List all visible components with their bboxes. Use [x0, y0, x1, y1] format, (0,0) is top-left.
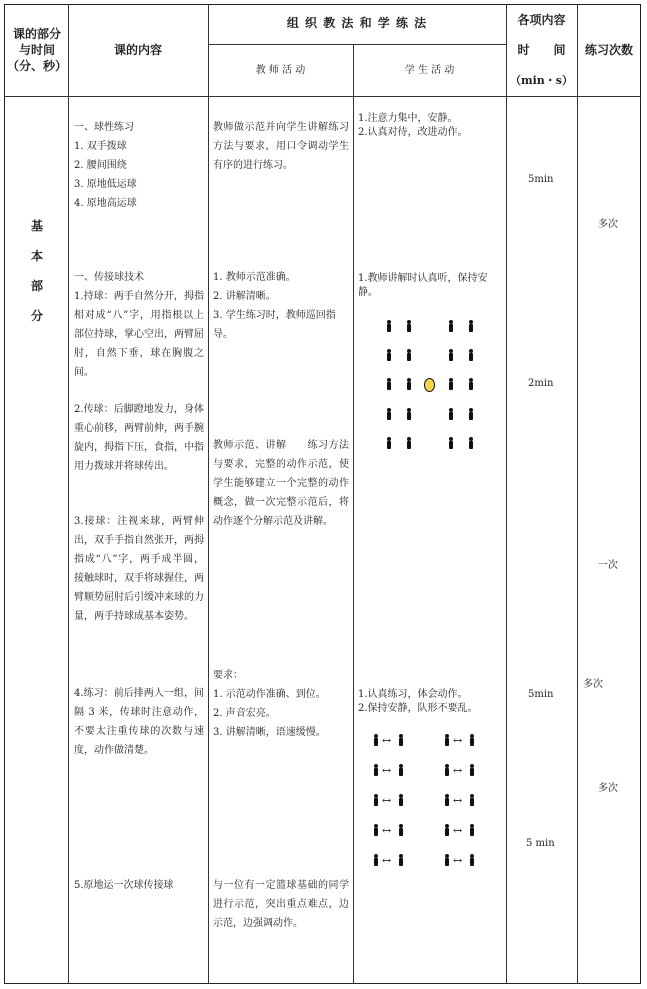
header-content: 课的内容	[113, 43, 162, 57]
practice-count-value: 多次	[583, 679, 603, 690]
student-activity-3: 1.认真练习，体会动作。 2.保持安静，队形不要乱。	[358, 689, 478, 714]
time-value: 5min	[528, 174, 554, 185]
teacher-figure-icon	[424, 378, 435, 392]
pass-arrow-icon: ↔	[453, 764, 463, 777]
practice-count-value: 多次	[598, 783, 618, 794]
col-divider-5	[577, 4, 578, 984]
pass-arrow-icon: ↔	[382, 794, 392, 807]
pass-arrow-icon: ↔	[453, 734, 463, 747]
student-figure-icon	[444, 854, 450, 868]
time-value: 5min	[528, 689, 554, 700]
col-divider-4	[506, 4, 507, 984]
student-figure-icon	[469, 764, 475, 778]
pass-arrow-icon: ↔	[453, 794, 463, 807]
pass-arrow-icon: ↔	[382, 764, 392, 777]
pass-arrow-icon: ↔	[453, 854, 463, 867]
student-figure-icon	[448, 437, 454, 451]
student-figure-icon	[398, 764, 404, 778]
student-figure-icon	[398, 824, 404, 838]
header-part-time: 课的部分 与时间 （分、秒）	[6, 27, 67, 73]
student-figure-icon	[398, 794, 404, 808]
section-label-char: 本	[30, 249, 43, 263]
pass-arrow-icon: ↔	[382, 854, 392, 867]
content-catch: 3.接球：注视来球，两臂伸出，双手手指自然张开，两拇指成“八”字，两手成半圆，接触球时，双手将球握住，两臂顺势屈肘后引缓冲来球的力量，两手持球成基本姿势。	[74, 516, 204, 622]
content-passing-hold: 一、传接球技术 1.持球：两手自然分开，拇指相对成“八”字，用指根以上部位持球，掌心空出，两臂屈肘，自然下垂，球在胸腹之间。	[74, 272, 204, 378]
student-figure-icon	[373, 794, 379, 808]
student-figure-icon	[386, 408, 392, 422]
student-figure-icon	[373, 824, 379, 838]
teacher-activity-5: 与一位有一定篮球基础的同学进行示范，突出重点难点，边示范，边强调动作。	[213, 880, 349, 929]
content-ball-feel: 一、球性练习 1. 双手拨球 2. 腰间围绕 3. 原地低运球 4. 原地高运球	[74, 122, 137, 209]
student-figure-icon	[468, 408, 474, 422]
student-figure-icon	[398, 734, 404, 748]
pass-arrow-icon: ↔	[382, 824, 392, 837]
header-bottom-divider	[4, 96, 641, 97]
student-figure-icon	[444, 824, 450, 838]
student-figure-icon	[386, 320, 392, 334]
header-sub-divider	[208, 44, 506, 45]
col-divider-2	[208, 4, 209, 984]
content-pass: 2.传球：后脚蹬地发力，身体重心前移，两臂前伸，两手腕旋内，拇指下压，食指，中指用力拨球并将球传出。	[74, 404, 204, 472]
teacher-activity-2: 1. 教师示范准确。 2. 讲解清晰。 3. 学生练习时，教师巡回指导。	[213, 272, 336, 340]
header-time-unit: （min・s）	[509, 74, 573, 87]
student-figure-icon	[468, 378, 474, 392]
content-practice: 4.练习：前后排两人一组，间隔 3 米，传球时注意动作，不要太注重传球的次数与速度，动作做清楚。	[74, 688, 204, 756]
student-figure-icon	[469, 854, 475, 868]
student-figure-icon	[448, 320, 454, 334]
student-activity-1: 1.注意力集中，安静。 2.认真对待，改进动作。	[358, 113, 468, 138]
teacher-activity-3: 教师示范、讲解 练习方法与要求，完整的动作示范，使学生能够建立一个完整的动作概念，做一次完整示范后，将动作逐个分解示范及讲解。	[213, 440, 349, 527]
student-figure-icon	[468, 437, 474, 451]
time-value: 5 min	[526, 838, 555, 849]
teacher-activity-1: 教师做示范并向学生讲解练习方法与要求，用口令调动学生有序的进行练习。	[213, 122, 349, 171]
teacher-activity-4: 要求： 1. 示范动作准确、到位。 2. 声音宏亮。 3. 讲解清晰，语速缓慢。	[213, 670, 326, 738]
student-figure-icon	[448, 378, 454, 392]
student-figure-icon	[469, 824, 475, 838]
col-divider-3	[353, 44, 354, 984]
header-student-activity: 学 生 活 动	[404, 65, 455, 76]
col-divider-1	[68, 4, 69, 984]
header-time-line1: 各项内容	[517, 13, 566, 27]
student-figure-icon	[469, 734, 475, 748]
student-figure-icon	[444, 764, 450, 778]
student-figure-icon	[386, 378, 392, 392]
student-figure-icon	[373, 734, 379, 748]
student-figure-icon	[406, 349, 412, 363]
student-figure-icon	[444, 794, 450, 808]
content-bounce-pass: 5.原地运一次球传接球	[74, 880, 174, 891]
student-figure-icon	[373, 854, 379, 868]
section-label-char: 分	[30, 309, 43, 323]
student-figure-icon	[406, 437, 412, 451]
student-figure-icon	[468, 349, 474, 363]
student-figure-icon	[386, 437, 392, 451]
student-figure-icon	[468, 320, 474, 334]
student-activity-2: 1.教师讲解时认真听，保持安静。	[358, 273, 488, 298]
header-method: 组 织 教 法 和 学 练 法	[286, 16, 428, 30]
header-teacher-activity: 教 师 活 动	[255, 65, 306, 76]
practice-count-value: 一次	[598, 560, 618, 571]
practice-count-value: 多次	[598, 219, 618, 230]
pass-arrow-icon: ↔	[453, 824, 463, 837]
student-figure-icon	[469, 794, 475, 808]
student-figure-icon	[448, 349, 454, 363]
student-figure-icon	[373, 764, 379, 778]
header-practice-count: 练习次数	[584, 43, 633, 57]
section-label	[22, 217, 52, 337]
student-figure-icon	[444, 734, 450, 748]
student-figure-icon	[406, 378, 412, 392]
student-figure-icon	[448, 408, 454, 422]
section-label-char: 部	[30, 279, 43, 293]
section-label-char: 基	[30, 219, 43, 233]
student-figure-icon	[406, 408, 412, 422]
student-figure-icon	[406, 320, 412, 334]
student-figure-icon	[386, 349, 392, 363]
student-figure-icon	[398, 854, 404, 868]
time-value: 2min	[528, 378, 554, 389]
header-time-line2: 时 间	[517, 43, 566, 57]
pass-arrow-icon: ↔	[382, 734, 392, 747]
